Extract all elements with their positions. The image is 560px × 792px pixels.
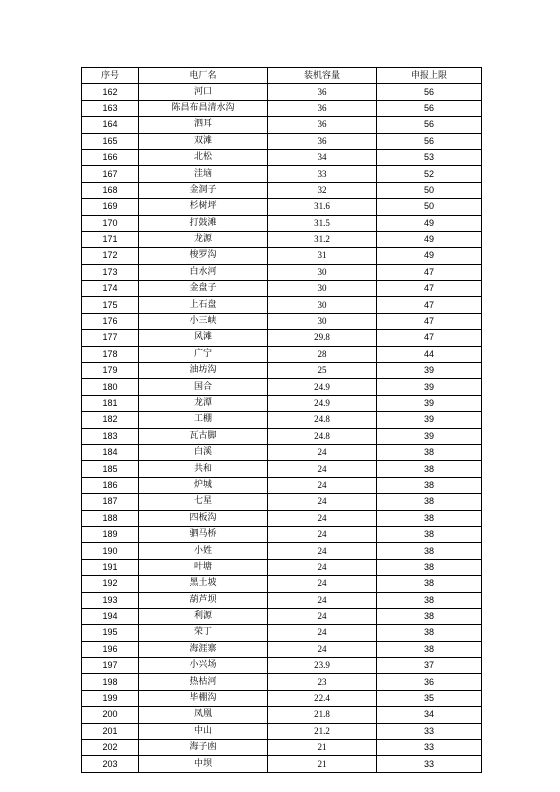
cell-plant-name: 中山 bbox=[139, 723, 268, 739]
cell-plant-name: 泗耳 bbox=[139, 117, 268, 133]
cell-index: 197 bbox=[82, 658, 139, 674]
cell-installed-capacity: 23 bbox=[268, 674, 377, 690]
table-row bbox=[82, 117, 482, 133]
cell-installed-capacity: 24 bbox=[268, 625, 377, 641]
table-row bbox=[82, 182, 482, 198]
cell-installed-capacity: 24.9 bbox=[268, 379, 377, 395]
cell-installed-capacity: 30 bbox=[268, 264, 377, 280]
cell-plant-name: 上石盘 bbox=[139, 297, 268, 313]
table-row bbox=[82, 199, 482, 215]
cell-index: 183 bbox=[82, 428, 139, 444]
table-row bbox=[82, 723, 482, 739]
table-row bbox=[82, 608, 482, 624]
table-row bbox=[82, 707, 482, 723]
table-row bbox=[82, 100, 482, 116]
cell-declared-limit: 38 bbox=[377, 510, 482, 526]
cell-plant-name: 陈昌布昌清水沟 bbox=[139, 100, 268, 116]
cell-plant-name: 瓦古脚 bbox=[139, 428, 268, 444]
table-row bbox=[82, 592, 482, 608]
cell-declared-limit: 56 bbox=[377, 133, 482, 149]
cell-index: 186 bbox=[82, 477, 139, 493]
cell-index: 178 bbox=[82, 346, 139, 362]
cell-installed-capacity: 24.9 bbox=[268, 395, 377, 411]
cell-declared-limit: 52 bbox=[377, 166, 482, 182]
cell-plant-name: 金洞子 bbox=[139, 182, 268, 198]
cell-plant-name: 利源 bbox=[139, 608, 268, 624]
cell-plant-name: 共和 bbox=[139, 461, 268, 477]
cell-installed-capacity: 21.8 bbox=[268, 707, 377, 723]
table-row bbox=[82, 625, 482, 641]
cell-declared-limit: 37 bbox=[377, 658, 482, 674]
cell-index: 176 bbox=[82, 313, 139, 329]
cell-installed-capacity: 31.6 bbox=[268, 199, 377, 215]
cell-plant-name: 打鼓滩 bbox=[139, 215, 268, 231]
cell-installed-capacity: 31.2 bbox=[268, 231, 377, 247]
cell-index: 169 bbox=[82, 199, 139, 215]
cell-plant-name: 海涯寨 bbox=[139, 641, 268, 657]
cell-declared-limit: 38 bbox=[377, 543, 482, 559]
cell-index: 194 bbox=[82, 608, 139, 624]
table-row bbox=[82, 559, 482, 575]
header-plant-name: 电厂名 bbox=[139, 68, 268, 84]
cell-declared-limit: 34 bbox=[377, 707, 482, 723]
cell-index: 201 bbox=[82, 723, 139, 739]
cell-index: 174 bbox=[82, 281, 139, 297]
cell-installed-capacity: 21.2 bbox=[268, 723, 377, 739]
cell-declared-limit: 47 bbox=[377, 281, 482, 297]
cell-plant-name: 荣丁 bbox=[139, 625, 268, 641]
cell-declared-limit: 39 bbox=[377, 395, 482, 411]
cell-declared-limit: 39 bbox=[377, 363, 482, 379]
table-row bbox=[82, 313, 482, 329]
cell-installed-capacity: 24 bbox=[268, 543, 377, 559]
table-row bbox=[82, 330, 482, 346]
cell-declared-limit: 47 bbox=[377, 330, 482, 346]
cell-installed-capacity: 24.8 bbox=[268, 412, 377, 428]
cell-plant-name: 驷马桥 bbox=[139, 526, 268, 542]
cell-plant-name: 小姓 bbox=[139, 543, 268, 559]
cell-index: 184 bbox=[82, 444, 139, 460]
cell-plant-name: 油坊沟 bbox=[139, 363, 268, 379]
cell-installed-capacity: 24 bbox=[268, 477, 377, 493]
cell-installed-capacity: 36 bbox=[268, 133, 377, 149]
cell-declared-limit: 38 bbox=[377, 477, 482, 493]
cell-index: 167 bbox=[82, 166, 139, 182]
cell-plant-name: 金盘子 bbox=[139, 281, 268, 297]
cell-index: 170 bbox=[82, 215, 139, 231]
cell-index: 168 bbox=[82, 182, 139, 198]
cell-plant-name: 风滩 bbox=[139, 330, 268, 346]
cell-index: 188 bbox=[82, 510, 139, 526]
cell-index: 172 bbox=[82, 248, 139, 264]
cell-index: 165 bbox=[82, 133, 139, 149]
cell-declared-limit: 33 bbox=[377, 723, 482, 739]
cell-declared-limit: 44 bbox=[377, 346, 482, 362]
table-row bbox=[82, 297, 482, 313]
cell-declared-limit: 39 bbox=[377, 412, 482, 428]
table-row bbox=[82, 740, 482, 756]
table-row bbox=[82, 641, 482, 657]
cell-index: 180 bbox=[82, 379, 139, 395]
cell-index: 200 bbox=[82, 707, 139, 723]
cell-declared-limit: 49 bbox=[377, 215, 482, 231]
table-row bbox=[82, 526, 482, 542]
cell-installed-capacity: 36 bbox=[268, 100, 377, 116]
cell-declared-limit: 33 bbox=[377, 756, 482, 772]
cell-declared-limit: 47 bbox=[377, 264, 482, 280]
cell-plant-name: 炉城 bbox=[139, 477, 268, 493]
cell-plant-name: 七星 bbox=[139, 494, 268, 510]
cell-installed-capacity: 21 bbox=[268, 740, 377, 756]
cell-installed-capacity: 22.4 bbox=[268, 690, 377, 706]
cell-declared-limit: 49 bbox=[377, 248, 482, 264]
cell-installed-capacity: 30 bbox=[268, 281, 377, 297]
cell-installed-capacity: 33 bbox=[268, 166, 377, 182]
cell-declared-limit: 56 bbox=[377, 117, 482, 133]
table-row bbox=[82, 543, 482, 559]
cell-plant-name: 梭罗沟 bbox=[139, 248, 268, 264]
table-body bbox=[82, 84, 482, 772]
cell-plant-name: 海子凼 bbox=[139, 740, 268, 756]
cell-plant-name: 双滩 bbox=[139, 133, 268, 149]
cell-declared-limit: 38 bbox=[377, 576, 482, 592]
cell-declared-limit: 38 bbox=[377, 592, 482, 608]
cell-plant-name: 四板沟 bbox=[139, 510, 268, 526]
cell-installed-capacity: 24 bbox=[268, 494, 377, 510]
cell-declared-limit: 47 bbox=[377, 297, 482, 313]
cell-index: 196 bbox=[82, 641, 139, 657]
cell-index: 173 bbox=[82, 264, 139, 280]
cell-declared-limit: 39 bbox=[377, 379, 482, 395]
cell-installed-capacity: 24 bbox=[268, 559, 377, 575]
cell-index: 181 bbox=[82, 395, 139, 411]
cell-declared-limit: 53 bbox=[377, 149, 482, 165]
table-row bbox=[82, 674, 482, 690]
table-row bbox=[82, 379, 482, 395]
cell-index: 187 bbox=[82, 494, 139, 510]
header-index: 序号 bbox=[82, 68, 139, 84]
cell-index: 199 bbox=[82, 690, 139, 706]
cell-plant-name: 杉树坪 bbox=[139, 199, 268, 215]
cell-index: 185 bbox=[82, 461, 139, 477]
cell-index: 192 bbox=[82, 576, 139, 592]
cell-installed-capacity: 31 bbox=[268, 248, 377, 264]
cell-plant-name: 白溪 bbox=[139, 444, 268, 460]
cell-index: 171 bbox=[82, 231, 139, 247]
table-row bbox=[82, 215, 482, 231]
cell-index: 203 bbox=[82, 756, 139, 772]
table-row bbox=[82, 149, 482, 165]
cell-index: 189 bbox=[82, 526, 139, 542]
table-row bbox=[82, 494, 482, 510]
cell-declared-limit: 38 bbox=[377, 444, 482, 460]
cell-index: 202 bbox=[82, 740, 139, 756]
cell-plant-name: 北松 bbox=[139, 149, 268, 165]
cell-index: 182 bbox=[82, 412, 139, 428]
cell-index: 195 bbox=[82, 625, 139, 641]
cell-index: 179 bbox=[82, 363, 139, 379]
cell-declared-limit: 38 bbox=[377, 625, 482, 641]
cell-plant-name: 小兴场 bbox=[139, 658, 268, 674]
cell-index: 177 bbox=[82, 330, 139, 346]
cell-declared-limit: 39 bbox=[377, 428, 482, 444]
cell-plant-name: 洼垴 bbox=[139, 166, 268, 182]
table-row bbox=[82, 444, 482, 460]
cell-declared-limit: 38 bbox=[377, 559, 482, 575]
cell-installed-capacity: 30 bbox=[268, 297, 377, 313]
cell-installed-capacity: 36 bbox=[268, 84, 377, 100]
cell-declared-limit: 38 bbox=[377, 641, 482, 657]
table-row bbox=[82, 461, 482, 477]
cell-plant-name: 中坝 bbox=[139, 756, 268, 772]
table-header-row bbox=[82, 68, 482, 84]
cell-installed-capacity: 28 bbox=[268, 346, 377, 362]
cell-index: 166 bbox=[82, 149, 139, 165]
header-installed-capacity: 装机容量 bbox=[268, 68, 377, 84]
cell-index: 163 bbox=[82, 100, 139, 116]
cell-declared-limit: 38 bbox=[377, 461, 482, 477]
table-row bbox=[82, 428, 482, 444]
cell-installed-capacity: 24 bbox=[268, 608, 377, 624]
cell-installed-capacity: 36 bbox=[268, 117, 377, 133]
cell-installed-capacity: 30 bbox=[268, 313, 377, 329]
cell-plant-name: 河口 bbox=[139, 84, 268, 100]
cell-declared-limit: 36 bbox=[377, 674, 482, 690]
cell-plant-name: 白水河 bbox=[139, 264, 268, 280]
cell-plant-name: 黑土坡 bbox=[139, 576, 268, 592]
cell-declared-limit: 50 bbox=[377, 182, 482, 198]
cell-index: 191 bbox=[82, 559, 139, 575]
cell-installed-capacity: 31.5 bbox=[268, 215, 377, 231]
table-row bbox=[82, 477, 482, 493]
cell-declared-limit: 33 bbox=[377, 740, 482, 756]
cell-index: 164 bbox=[82, 117, 139, 133]
cell-plant-name: 广宁 bbox=[139, 346, 268, 362]
cell-installed-capacity: 23.9 bbox=[268, 658, 377, 674]
cell-plant-name: 小三峡 bbox=[139, 313, 268, 329]
table-row bbox=[82, 281, 482, 297]
cell-index: 190 bbox=[82, 543, 139, 559]
cell-plant-name: 叶塘 bbox=[139, 559, 268, 575]
cell-index: 193 bbox=[82, 592, 139, 608]
cell-installed-capacity: 24 bbox=[268, 461, 377, 477]
table-row bbox=[82, 576, 482, 592]
cell-installed-capacity: 34 bbox=[268, 149, 377, 165]
cell-plant-name: 工棚 bbox=[139, 412, 268, 428]
table-row bbox=[82, 133, 482, 149]
table-row bbox=[82, 231, 482, 247]
cell-installed-capacity: 32 bbox=[268, 182, 377, 198]
table-row bbox=[82, 412, 482, 428]
cell-installed-capacity: 24 bbox=[268, 592, 377, 608]
header-declared-limit: 申报上限 bbox=[377, 68, 482, 84]
table-row bbox=[82, 690, 482, 706]
table-row bbox=[82, 346, 482, 362]
cell-declared-limit: 50 bbox=[377, 199, 482, 215]
table-row bbox=[82, 756, 482, 772]
cell-installed-capacity: 24 bbox=[268, 641, 377, 657]
cell-plant-name: 龙潭 bbox=[139, 395, 268, 411]
cell-plant-name: 热枯河 bbox=[139, 674, 268, 690]
cell-plant-name: 毕棚沟 bbox=[139, 690, 268, 706]
table-row bbox=[82, 248, 482, 264]
table-row bbox=[82, 658, 482, 674]
cell-installed-capacity: 24.8 bbox=[268, 428, 377, 444]
table-row bbox=[82, 395, 482, 411]
cell-declared-limit: 47 bbox=[377, 313, 482, 329]
cell-plant-name: 葫芦坝 bbox=[139, 592, 268, 608]
cell-declared-limit: 49 bbox=[377, 231, 482, 247]
table-row bbox=[82, 264, 482, 280]
cell-index: 198 bbox=[82, 674, 139, 690]
cell-declared-limit: 56 bbox=[377, 100, 482, 116]
cell-installed-capacity: 24 bbox=[268, 510, 377, 526]
cell-declared-limit: 38 bbox=[377, 526, 482, 542]
cell-installed-capacity: 24 bbox=[268, 526, 377, 542]
cell-plant-name: 国合 bbox=[139, 379, 268, 395]
cell-installed-capacity: 29.8 bbox=[268, 330, 377, 346]
cell-index: 175 bbox=[82, 297, 139, 313]
table-row bbox=[82, 510, 482, 526]
cell-installed-capacity: 21 bbox=[268, 756, 377, 772]
cell-plant-name: 凤凰 bbox=[139, 707, 268, 723]
table-row bbox=[82, 363, 482, 379]
cell-installed-capacity: 24 bbox=[268, 444, 377, 460]
table-row bbox=[82, 84, 482, 100]
cell-declared-limit: 38 bbox=[377, 494, 482, 510]
cell-plant-name: 龙源 bbox=[139, 231, 268, 247]
table-row bbox=[82, 166, 482, 182]
cell-declared-limit: 38 bbox=[377, 608, 482, 624]
cell-index: 162 bbox=[82, 84, 139, 100]
power-plant-table bbox=[81, 67, 482, 773]
cell-declared-limit: 56 bbox=[377, 84, 482, 100]
cell-installed-capacity: 24 bbox=[268, 576, 377, 592]
cell-declared-limit: 35 bbox=[377, 690, 482, 706]
cell-installed-capacity: 25 bbox=[268, 363, 377, 379]
